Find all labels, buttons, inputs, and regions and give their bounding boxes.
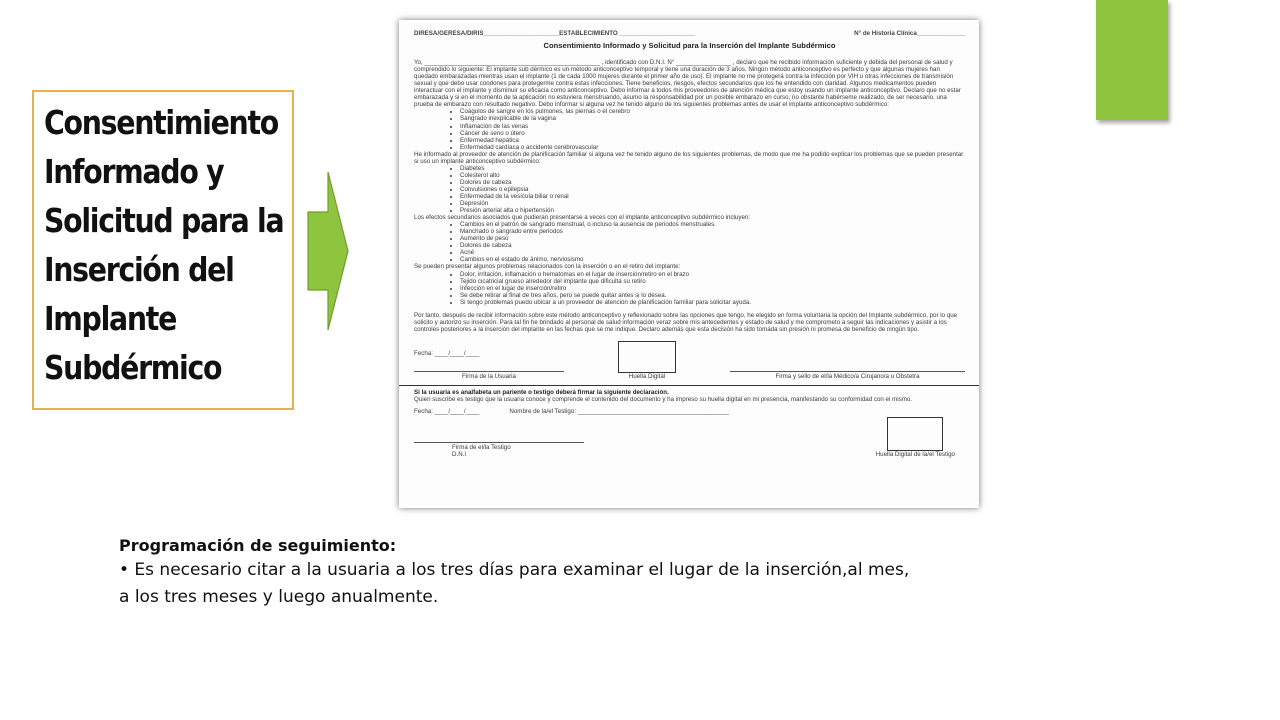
followup-section <box>119 535 1079 611</box>
date-field: Fecha: ____/____/____ <box>414 349 480 357</box>
list-insertion-problems <box>414 271 965 306</box>
list-item: • Se debe retirar al final de tres años, pero se puede quitar antes si lo desea. <box>460 292 965 299</box>
arrow-right-icon <box>306 170 350 332</box>
list-item: • Coágulos de sangre en los pulmones, las piernas o el cerebro <box>460 108 965 115</box>
witness-heading: Si la usuaria es analfabeta un pariente o testigo deberá firmar la siguiente declaración. <box>414 388 669 396</box>
title-box <box>32 90 294 410</box>
list-item: • Colesterol alto <box>460 172 965 179</box>
witness-name-field: Nombre de la/el Testigo: ____________________________________________ <box>509 408 730 416</box>
followup-heading: Programación de seguimiento: <box>119 536 397 555</box>
section-divider <box>399 385 979 386</box>
signature-row-witness <box>414 417 965 458</box>
fingerprint-label: Huella Digital <box>628 372 666 380</box>
fingerprint-box <box>618 341 676 373</box>
document-header-left: DIRESA/GERESA/DIRIS______________________ESTABLECIMIENTO ______________________ <box>414 30 696 37</box>
list-problems <box>414 165 965 214</box>
date-field: Fecha: ____/____/____ <box>414 408 480 416</box>
list-item: • Dolores de cabeza <box>460 242 965 249</box>
list-item: • Inflamación de las venas <box>460 123 965 130</box>
witness-fingerprint-box <box>887 417 943 451</box>
signature-witness: Firma de el/la Testigo <box>414 442 584 451</box>
document-title: Consentimiento Informado y Solicitud para la Inserción del Implante Subdérmico <box>543 41 836 51</box>
signature-row-user <box>414 341 965 380</box>
witness-dni: D.N.I <box>452 451 467 459</box>
list-item: • Tejido cicatricial grueso alrededor del implante que dificulta su retiro <box>460 278 965 285</box>
list-side-effects <box>414 221 965 263</box>
list-item: • Dolores de cabeza <box>460 179 965 186</box>
followup-bullet-continued: a los tres meses y luego anualmente. <box>119 587 439 607</box>
list-item: • Aumento de peso <box>460 235 965 242</box>
document-paragraph-5: Por tanto, después de recibir información sobre este método anticonceptivo y reflexionado sobre las opciones que tengo, he elegido en forma voluntaria la opción del Implante subdérmico, por lo que solicito y autorizo su inserción. Para tal fin he brindado al personal de salud información veraz sobre mis antecedentes y estado de salud y me comprometo a seguir las indicaciones y asistir a los controles posteriores a la inserción del implante en las fechas que se me indique. Declaro además que esta decisión ha sido tomada sin presión ni promesa de beneficio de ningún tipo. <box>414 311 958 333</box>
signature-user: Firma de la Usuaria <box>414 371 564 380</box>
list-conditions <box>414 108 965 150</box>
witness-date-row <box>414 408 965 415</box>
list-item: • Enfermedad cardíaca o accidente cerebrovascular <box>460 144 965 151</box>
decorative-green-bar <box>1096 0 1168 120</box>
list-item: • Depresión <box>460 200 965 207</box>
slide-title: Consentimiento Informado y Solicitud para la Inserción del Implante Subdérmico <box>44 103 284 387</box>
followup-bullet: • Es necesario citar a la usuaria a los tres días para examinar el lugar de la inserción,al mes, <box>119 560 910 580</box>
list-item: • Cambios en el patrón de sangrado menstrual, o incluso la ausencia de periodos menstruales. <box>460 221 965 228</box>
list-item: • Cáncer de seno o útero <box>460 130 965 137</box>
list-item: • Enfermedad hepática <box>460 137 965 144</box>
list-item: • Manchado o sangrado entre periodos <box>460 228 965 235</box>
list-item: • Acné <box>460 249 965 256</box>
document-header-right: N° de Historia Clínica______________ <box>854 30 965 37</box>
witness-text: Quien suscribe es testigo que la usuaria conoce y comprende el contenido del documento y ha impreso su huella digital en mi presencia, manifestando su conformidad con el mismo. <box>414 395 913 403</box>
list-item: • Presión arterial alta o hipertensión <box>460 207 965 214</box>
document-paragraph-3: Los efectos secundarios asociados que pudieran presentarse a veces con el implante anticonceptivo subdérmico incluyen: <box>414 214 751 222</box>
document-paragraph-2: He informado al proveedor de atención de planificación familiar si alguna vez he tenido alguno de los siguientes problemas, de modo que me ha podido explicar los problemas que se pueden presentar si uso un implante anticonceptivo subdérmico: <box>414 150 964 165</box>
document-paragraph-4: Se pueden presentar algunos problemas relacionados con la inserción o en el retiro del implante: <box>414 263 681 271</box>
list-item: • Infección en el lugar de inserción/retiro <box>460 285 965 292</box>
list-item: • Sangrado inexplicable de la vagina <box>460 115 965 122</box>
list-item: • Diabetes <box>460 165 965 172</box>
list-item: • Dolor, irritación, inflamación o hematomas en el lugar de inserción/retiro en el brazo <box>460 271 965 278</box>
list-item: • Cambios en el estado de ánimo, nerviosismo <box>460 256 965 263</box>
witness-fingerprint-label: Huella Digital de la/el Testigo <box>875 451 955 459</box>
list-item: • Enfermedad de la vesícula biliar o renal <box>460 193 965 200</box>
document-intro: Yo, ___________________________________________________ , identificado con D.N.I. N° ________________ , declaro que he recibido información suficiente y debida del personal de salud y comprendido lo siguiente: El implante sub dérmico es un método anticonceptivo temporal y tiene una duración de 3 años. Ningún método anticonceptivo es perfecto y que algunas mujeres han quedado embarazadas mientras usan el implante (1 de cada 1000 mujeres durante el primer año de uso). El implante no me protegerá contra la infección por VIH u otras infecciones de transmisión sexual y que debo usar condones para protegerme contra estas infecciones. Tiene beneficios, riesgos, efectos secundarios que los he entendido con claridad. Algunos medicamentos pueden interactuar con el implante y disminuir su eficacia como anticonceptivo. Debo informar a todos mis proveedores de atención médica que estoy usando un implante anticonceptivo. Declaro que no estar embarazada y si en el momento de la aplicación no estuviera menstruando, asumo la responsabilidad por un posible embarazo en curso, no obstante habérseme realizado, de ser necesario, una prueba de embarazo con resultado negativo. Debo informar si alguna vez he tenido alguno de los siguientes problemas antes de usar el implante anticonceptivo subdérmico: <box>414 59 961 109</box>
consent-document <box>399 20 979 508</box>
list-item: • Convulsiones o epilepsia <box>460 186 965 193</box>
document-header <box>414 30 965 37</box>
signature-doctor: Firma y sello de el/la Médico/a Cirujano/a u Obstetra <box>730 371 965 380</box>
list-item: • Si tengo problemas puedo ubicar a un proveedor de atención de planificación familiar para solicitar ayuda. <box>460 299 965 306</box>
